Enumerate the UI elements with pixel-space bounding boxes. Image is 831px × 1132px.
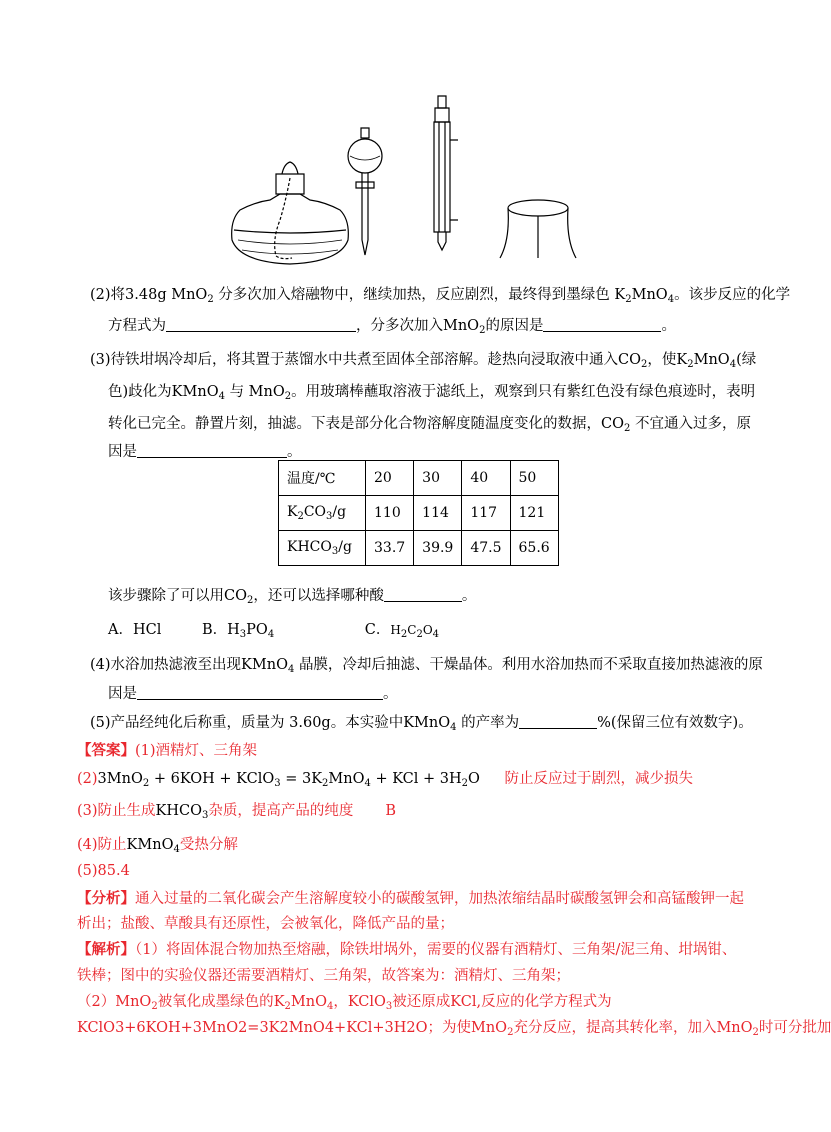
q2-amount: 3.48g xyxy=(125,287,167,303)
q5-line: (5)产品经纯化后称重，质量为 3.60g。本实验中KMnO$_4$ 的产率为 %(保留三位有效数字)。 xyxy=(90,715,753,733)
answer-3-a: (3)防止生成 xyxy=(77,803,156,819)
blank-co2-reason[interactable] xyxy=(137,443,287,458)
table-row xyxy=(279,461,559,496)
q3-line2-b: 与 xyxy=(229,384,245,400)
q4-line1-b: 晶膜，冷却后抽滤、干燥晶体。利用水浴加热而不采取直接加热滤液的原 xyxy=(298,657,763,673)
blank-water-bath[interactable] xyxy=(137,685,383,700)
q5-line-a: (5)产品经纯化后称重，质量为 3.60g。本实验中 xyxy=(90,715,404,731)
explain-line3: （2）MnO$_2$被氧化成墨绿色的$K_2MnO_4$，KClO$_3$被还原成KCl,反应的化学方程式为 xyxy=(77,994,612,1012)
explain-4-a: KClO3+6KOH+3MnO2=3K2MnO4+KCl+3H2O；为使 xyxy=(77,1020,471,1036)
blank-acid[interactable] xyxy=(384,587,462,602)
answer-4-b: 受热分解 xyxy=(179,837,238,853)
blank-reason[interactable] xyxy=(543,317,661,332)
q3b-line-end: 。 xyxy=(461,588,477,604)
header-label: 温度/℃ xyxy=(279,461,366,496)
explain-line4: KClO3+6KOH+3MnO2=3K2MnO4+KCl+3H2O；为使MnO$_2$充分反应，提高其转化率，加入MnO$_2$时可分批加 xyxy=(77,1020,831,1038)
option-c[interactable]: C．$H_2C_2O_4$ xyxy=(364,622,440,640)
alcohol-lamp-icon xyxy=(232,162,349,264)
q3-line1-b: ，使 xyxy=(647,352,677,368)
explain-label: 【解析】 xyxy=(77,941,135,958)
value-cell: 39.9 xyxy=(414,531,462,566)
q2-line2-b: ，分多次加入 xyxy=(356,318,443,334)
answer-line2: (2)3MnO$_2$ + 6KOH + KClO$_3$ = $3K_2MnO_4$ + KCl + $3H_2O$ 防止反应过于剧烈，减少损失 xyxy=(77,771,694,789)
analysis-line2: 析出；盐酸、草酸具有还原性，会被氧化，降低产品的量； xyxy=(77,916,454,932)
answer-3-b: 杂质，提高产品的纯度 xyxy=(208,803,354,819)
answer-3-choice: B xyxy=(385,803,397,819)
q2-mid-text: 分多次加入熔融物中，继续加热，反应剧烈，最终得到墨绿色 xyxy=(218,287,610,303)
q2-line2-c: 的原因是 xyxy=(485,318,544,334)
table-row xyxy=(279,496,559,531)
q2-line2: 方程式为 ，分多次加入MnO$_2$的原因是 。 xyxy=(108,318,676,336)
solubility-table xyxy=(278,460,559,566)
q3b-line-a: 该步骤除了可以用 xyxy=(108,588,224,604)
explain-3-a: （2） xyxy=(77,994,116,1010)
table-row xyxy=(279,531,559,566)
explain-4-b: 充分反应，提高其转化率，加入 xyxy=(513,1020,717,1036)
q2-line1: (2)将3.48g MnO$_2$ 分多次加入熔融物中，继续加热，反应剧烈，最终得到墨绿色 $K_2MnO_4$。该步反应的化学 xyxy=(90,287,791,305)
explain-3-c: 被还原成 xyxy=(392,994,451,1010)
q3-line2: 色)歧化为KMnO$_4$ 与 MnO$_2$。用玻璃棒蘸取溶液于滤纸上，观察到只有紫红色没有绿色痕迹时，表明 xyxy=(108,384,756,402)
explain-3-b: 被氧化成墨绿色的 xyxy=(157,994,274,1010)
value-cell: 65.6 xyxy=(510,531,558,566)
q3b-options xyxy=(108,618,439,640)
explain-text-1: （1）将固体混合物加热至熔融，除铁坩埚外，需要的仪器有酒精灯、三角架/泥三角、坩埚钳、 xyxy=(135,942,737,958)
explain-line2: 铁棒；图中的实验仪器还需要酒精灯、三角架，故答案为：酒精灯、三角架； xyxy=(77,968,570,984)
q4-line2 xyxy=(108,682,398,703)
tripod-ring-icon xyxy=(500,200,576,258)
value-cell: 110 xyxy=(366,496,414,531)
answer-2-prefix: (2) xyxy=(77,771,98,787)
q3-line3-b: 不宜通入过多，原 xyxy=(634,416,751,432)
apparatus-illustration xyxy=(220,90,600,270)
value-cell: 121 xyxy=(510,496,558,531)
q2-line2-end: 。 xyxy=(661,318,676,334)
q3-line2-a: 色)歧化为 xyxy=(108,384,172,400)
q4-line2-a: 因是 xyxy=(108,686,137,702)
q5-line-b: 的产率为 xyxy=(461,715,520,731)
option-b-label: B． xyxy=(201,622,228,638)
q3-line4 xyxy=(108,440,302,461)
q3-line3: 转化已完全。静置片刻，抽滤。下表是部分化合物溶解度随温度变化的数据，$CO_2$ 不宜通入过多，原 xyxy=(108,416,751,434)
q5-line-c: %(保留三位有效数字)。 xyxy=(597,715,753,731)
analysis-line1 xyxy=(77,887,744,908)
q2-prefix: (2)将 xyxy=(90,287,126,303)
option-b[interactable]: B．$H_3PO_4$ xyxy=(201,622,275,640)
answer-line5: (5)85.4 xyxy=(77,863,130,879)
q3-line4-end: 。 xyxy=(287,444,302,460)
answer-label: 【答案】 xyxy=(77,742,135,759)
q3b-line-b: ，还可以选择哪种酸 xyxy=(253,588,384,604)
option-a[interactable]: A．HCl xyxy=(108,622,162,638)
value-cell: 47.5 xyxy=(462,531,510,566)
blank-equation[interactable] xyxy=(166,317,356,332)
q4-line2-end: 。 xyxy=(383,686,398,702)
q4-line1-a: (4)水浴加热滤液至出现 xyxy=(90,657,242,673)
blank-yield[interactable] xyxy=(519,714,597,729)
answer-1: (1)酒精灯、三角架 xyxy=(135,743,258,759)
row-label-k2co3: $K_2CO_3/g$ xyxy=(279,496,366,531)
q3-line1: (3)待铁坩埚冷却后，将其置于蒸馏水中共煮至固体全部溶解。趁热向浸取液中通入$CO_2$，使$K_2MnO_4$(绿 xyxy=(90,352,757,370)
answer-line3: (3)防止生成$KHCO_3$杂质，提高产品的纯度 B xyxy=(77,803,397,821)
explain-line1 xyxy=(77,938,736,959)
explain-4-c: 时可分批加 xyxy=(758,1020,831,1036)
separatory-funnel-icon xyxy=(348,128,382,255)
temp-cell: 40 xyxy=(462,461,510,496)
q3-line2-c: 。用玻璃棒蘸取溶液于滤纸上，观察到只有紫红色没有绿色痕迹时，表明 xyxy=(291,384,756,400)
q2-tail-text: 。该步反应的化学 xyxy=(674,287,791,303)
option-c-label: C． xyxy=(364,622,391,638)
value-cell: 117 xyxy=(462,496,510,531)
answer-2-reason: 防止反应过于剧烈，减少损失 xyxy=(504,771,694,787)
q2-line2-a: 方程式为 xyxy=(108,318,166,334)
q3-line4-a: 因是 xyxy=(108,444,137,460)
q3-line3-a: 转化已完全。静置片刻，抽滤。下表是部分化合物溶解度随温度变化的数据， xyxy=(108,416,601,432)
q4-line1: (4)水浴加热滤液至出现KMnO$_4$ 晶膜，冷却后抽滤、干燥晶体。利用水浴加热而不采取直接加热滤液的原 xyxy=(90,657,763,675)
q3-line1-c: (绿 xyxy=(736,352,757,368)
analysis-text-1: 通入过量的二氧化碳会产生溶解度较小的碳酸氢钾，加热浓缩结晶时碳酸氢钾会和高锰酸钾一起 xyxy=(135,891,744,907)
analysis-label: 【分析】 xyxy=(77,890,135,907)
q3-line1-a: (3)待铁坩埚冷却后，将其置于蒸馏水中共煮至固体全部溶解。趁热向浸取液中通入 xyxy=(90,352,619,368)
temp-cell: 30 xyxy=(414,461,462,496)
temp-cell: 20 xyxy=(366,461,414,496)
explain-3-d: 反应的化学方程式为 xyxy=(481,994,612,1010)
condenser-icon xyxy=(434,96,458,250)
answer-line4: (4)防止KMnO$_4$受热分解 xyxy=(77,837,238,855)
value-cell: 33.7 xyxy=(366,531,414,566)
temp-cell: 50 xyxy=(510,461,558,496)
answer-line1 xyxy=(77,739,257,760)
value-cell: 114 xyxy=(414,496,462,531)
answer-4-a: (4)防止 xyxy=(77,837,127,853)
q3b-line: 该步骤除了可以用$CO_2$，还可以选择哪种酸 。 xyxy=(108,588,477,606)
row-label-khco3: $KHCO_3/g$ xyxy=(279,531,366,566)
